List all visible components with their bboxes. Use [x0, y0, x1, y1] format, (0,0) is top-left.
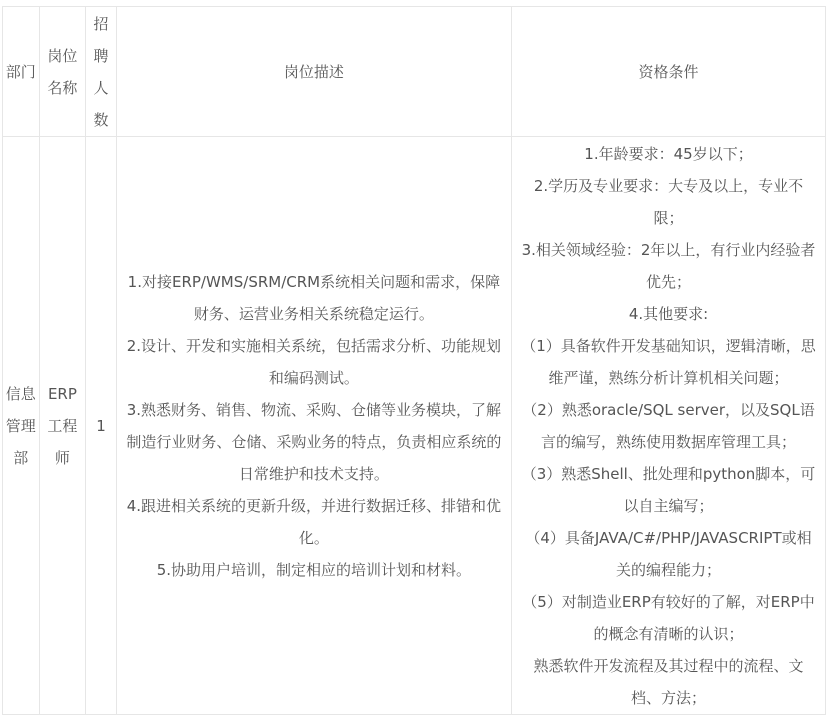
req-item: （2）熟悉oracle/SQL server，以及SQL语言的编写，熟练使用数据库管理工具； — [522, 400, 815, 451]
req-item: 3.相关领域经验：2年以上，有行业内经验者优先； — [521, 240, 816, 291]
cell-title: ERP工程师 — [39, 137, 86, 715]
table-header-row — [3, 7, 826, 137]
header-desc: 岗位描述 — [116, 7, 511, 137]
table-row — [3, 137, 826, 715]
req-item: 熟悉软件开发流程及其过程中的流程、文档、方法； — [533, 656, 804, 707]
header-req: 资格条件 — [512, 7, 826, 137]
req-item: （3）熟悉Shell、批处理和python脚本，可以自主编写； — [521, 464, 816, 515]
req-item: 4.其他要求: — [628, 304, 709, 323]
req-item: 1.年龄要求：45岁以下； — [584, 144, 753, 163]
cell-req — [512, 137, 826, 715]
header-dept: 部门 — [3, 7, 40, 137]
header-count: 招聘人数 — [86, 7, 116, 137]
desc-item: 3.熟悉财务、销售、物流、采购、仓储等业务模块，了解制造行业财务、仓储、采购业务的特点，负责相应系统的日常维护和技术支持。 — [126, 400, 502, 483]
req-item: （5）对制造业ERP有较好的了解，对ERP中的概念有清晰的认识； — [522, 592, 815, 643]
cell-count: 1 — [86, 137, 116, 715]
desc-item: 1.对接ERP/WMS/SRM/CRM系统相关问题和需求，保障财务、运营业务相关系统稳定运行。 — [127, 272, 501, 323]
desc-item: 5.协助用户培训，制定相应的培训计划和材料。 — [156, 560, 472, 579]
header-title: 岗位名称 — [39, 7, 86, 137]
desc-item: 2.设计、开发和实施相关系统，包括需求分析、功能规划和编码测试。 — [126, 336, 502, 387]
cell-dept: 信息管理部 — [3, 137, 40, 715]
req-item: 2.学历及专业要求：大专及以上，专业不限； — [533, 176, 804, 227]
job-table — [2, 6, 826, 715]
desc-item: 4.跟进相关系统的更新升级，并进行数据迁移、排错和优化。 — [126, 496, 502, 547]
cell-desc — [116, 137, 511, 715]
req-item: （1）具备软件开发基础知识，逻辑清晰，思维严谨，熟练分析计算机相关问题； — [521, 336, 816, 387]
req-item: （4）具备JAVA/C#/PHP/JAVASCRIPT或相关的编程能力； — [525, 528, 812, 579]
